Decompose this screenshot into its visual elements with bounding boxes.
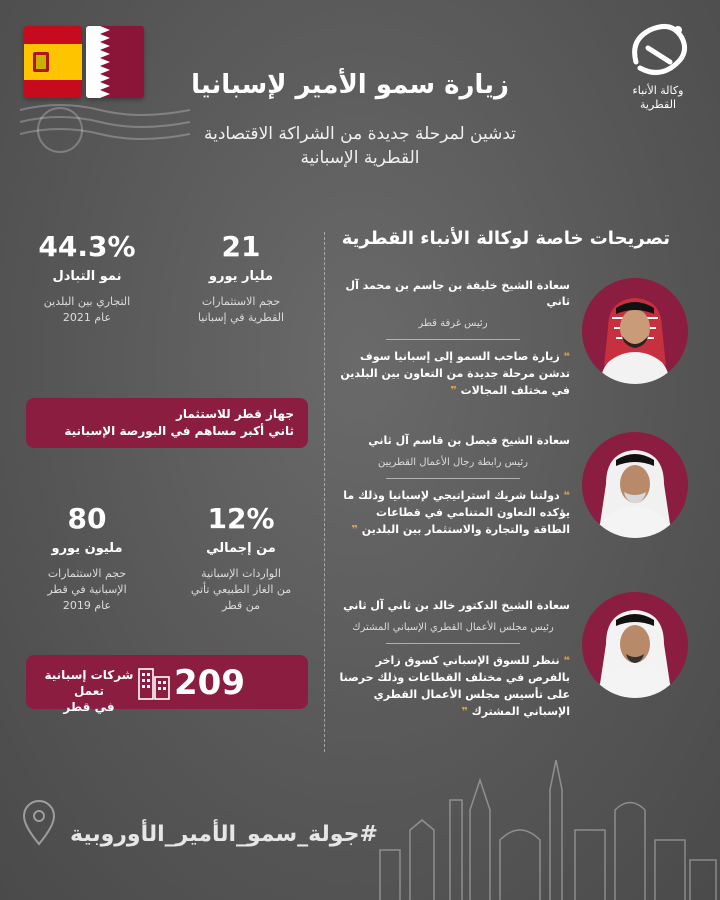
stat-description (176, 294, 306, 326)
quote-open-icon: ❝ (563, 654, 570, 667)
separator (386, 643, 520, 644)
companies-label-line: شركات إسبانية تعمل (44, 668, 134, 698)
page-title: زيارة سمو الأمير لإسبانيا (191, 70, 509, 100)
stat-description (176, 566, 306, 614)
hashtag: #جولة_سمو_الأمير_الأوروبية (70, 822, 378, 847)
stat-qatar-investments (176, 230, 306, 326)
companies-label (34, 667, 144, 715)
quote-text: ننظر للسوق الإسباني كسوق زاخر بالفرص في مختلف القطاعات وذلك حرصنا على تأسيس مجلس الأعمال القطري الإسباني المشترك (339, 654, 570, 718)
column-divider (324, 232, 325, 752)
separator (386, 478, 520, 479)
quote-close-icon: ❞ (450, 384, 457, 397)
stat-value: 80 (67, 502, 107, 535)
statements-title: تصريحات خاصة لوكالة الأنباء القطرية (341, 228, 670, 249)
banner-line-1: جهاز قطر للاستثمار (175, 407, 294, 421)
qna-logo-mark-icon (626, 22, 690, 78)
quote-open-icon: ❝ (563, 350, 570, 363)
avatar (582, 432, 688, 538)
companies-label-line: في قطر (63, 700, 115, 714)
stat-desc-line: القطرية في إسبانيا (197, 311, 285, 324)
stat-desc-line: التجاري بين البلدين (43, 295, 131, 308)
stat-desc-line: الإسبانية في قطر (47, 583, 127, 596)
stat-spanish-investments (22, 502, 152, 614)
stat-gas-imports (176, 502, 306, 614)
qia-banner (26, 398, 308, 448)
companies-banner (26, 655, 308, 714)
companies-count: 209 (174, 663, 245, 703)
person-quote (336, 652, 570, 720)
stat-desc-line: عام 2021 (62, 311, 112, 324)
subtitle-line-1: تدشين لمرحلة جديدة من الشراكة الاقتصادية (203, 124, 517, 144)
spain-flag (24, 26, 82, 98)
quote-text: دولتنا شريك استراتيجي لإسبانيا وذلك ما يؤكده التعاون المتنامي في قطاعات الطاقة والتجارة والاستثمار بين البلدين (343, 489, 570, 536)
qna-logo (618, 22, 698, 122)
stat-desc-line: الواردات الإسبانية (201, 567, 281, 580)
qatar-flag (86, 26, 144, 98)
person-role: رئيس غرفة قطر (418, 318, 488, 329)
separator (386, 339, 520, 340)
person-role: رئيس رابطة رجال الأعمال القطريين (378, 457, 528, 468)
quote-close-icon: ❞ (461, 705, 468, 718)
statement-3 (336, 598, 570, 720)
stat-trade-growth (22, 230, 152, 326)
quote-text: زيارة صاحب السمو إلى إسبانيا سوف تدشن مرحلة جديدة من التعاون بين البلدين في مختلف المجالات (340, 350, 570, 397)
subtitle-line-2: القطرية الإسبانية (300, 148, 420, 168)
logo-line-1: وكالة الأنباء (632, 84, 684, 97)
person-name: سعادة الشيخ فيصل بن قاسم آل ثاني (368, 434, 570, 447)
logo-line-2: القطرية (639, 98, 677, 111)
stat-value: 12% (207, 502, 275, 535)
location-pin-icon (22, 800, 56, 846)
stat-desc-line: من الغاز الطبيعي تأتي (190, 583, 292, 596)
quote-open-icon: ❝ (563, 489, 570, 502)
statement-1 (336, 278, 570, 399)
stat-label: مليون يورو (51, 541, 123, 556)
stat-label: نمو التبادل (52, 269, 122, 284)
page-subtitle (160, 122, 560, 170)
stat-desc-line: حجم الاستثمارات (201, 295, 281, 308)
avatar (582, 592, 688, 698)
person-name: سعادة الشيخ خليفة بن جاسم بن محمد آل ثاني (345, 279, 570, 308)
stat-desc-line: من قطر (221, 599, 261, 612)
stat-label: مليار يورو (208, 269, 274, 284)
stat-desc-line: حجم الاستثمارات (47, 567, 127, 580)
stat-description (22, 294, 152, 326)
stat-label: من إجمالي (206, 541, 276, 556)
person-quote (336, 487, 570, 538)
person-role: رئيس مجلس الأعمال القطري الإسباني المشترك (352, 622, 554, 633)
stat-desc-line: عام 2019 (62, 599, 112, 612)
person-quote (336, 348, 570, 399)
stat-description (22, 566, 152, 614)
logo-name (618, 84, 698, 112)
person-name: سعادة الشيخ الدكتور خالد بن ثاني آل ثاني (343, 599, 570, 612)
banner-line-2: ثاني أكبر مساهم في البورصة الإسبانية (64, 424, 294, 438)
skyline-illustration (360, 740, 720, 900)
stat-value: 44.3% (38, 230, 136, 263)
stat-value: 21 (221, 230, 261, 263)
avatar (582, 278, 688, 384)
quote-close-icon: ❞ (351, 523, 358, 536)
statement-2 (336, 433, 570, 538)
